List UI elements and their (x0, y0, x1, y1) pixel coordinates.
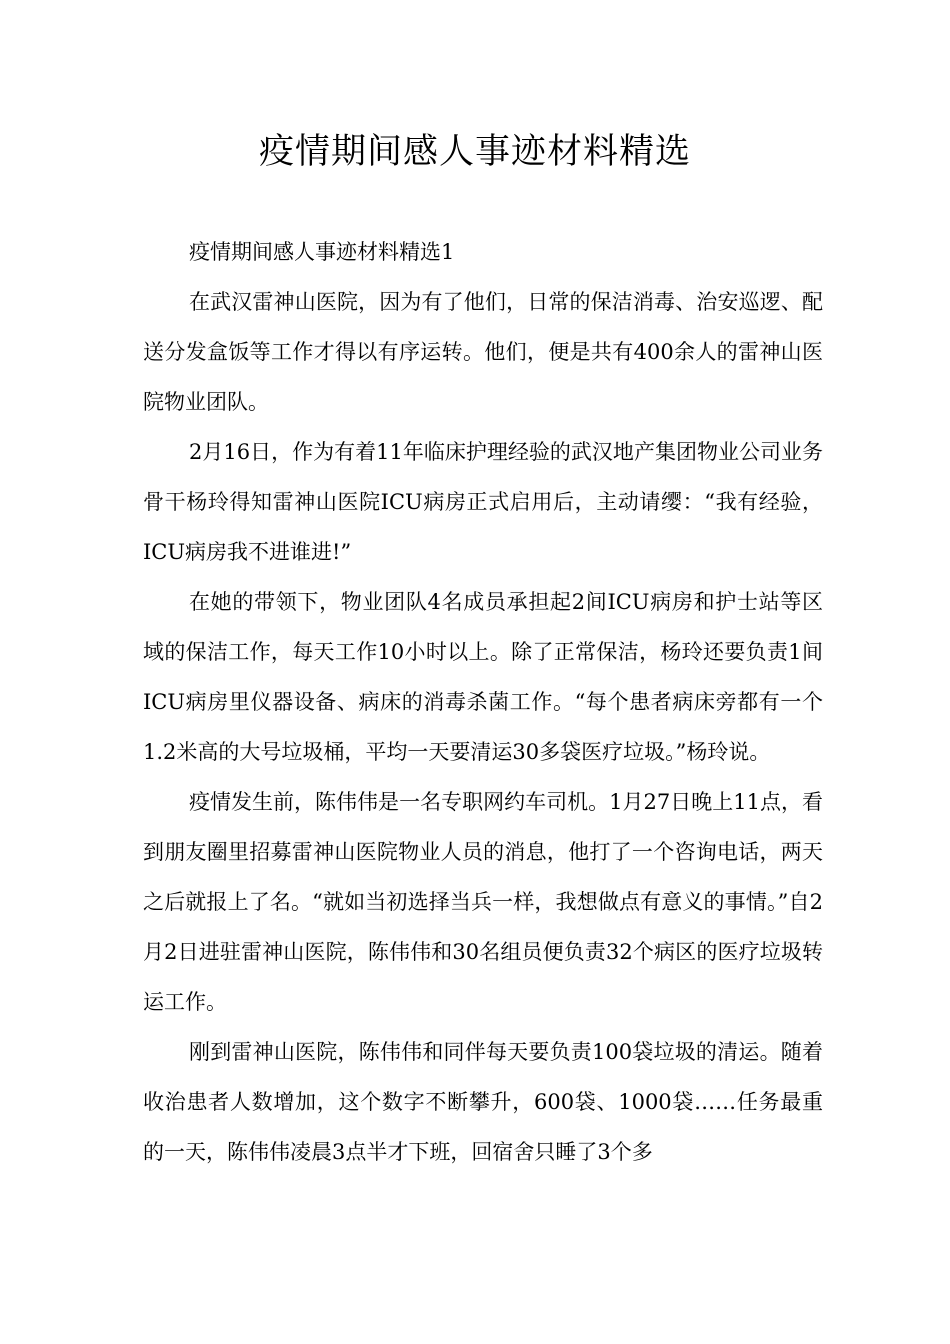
document-body (143, 227, 823, 1177)
paragraph: 在她的带领下，物业团队4名成员承担起2间ICU病房和护士站等区域的保洁工作，每天工作10小时以上。除了正常保洁，杨玲还要负责1间ICU病房里仪器设备、病床的消毒杀菌工作。“每个患者病床旁都有一个1.2米高的大号垃圾桶，平均一天要清运30多袋医疗垃圾。”杨玲说。 (143, 590, 823, 764)
section-heading: 疫情期间感人事迹材料精选1 (189, 240, 455, 264)
paragraph: 在武汉雷神山医院，因为有了他们，日常的保洁消毒、治安巡逻、配送分发盒饭等工作才得以有序运转。他们，便是共有400余人的雷神山医院物业团队。 (143, 290, 823, 414)
paragraph: 2月16日，作为有着11年临床护理经验的武汉地产集团物业公司业务骨干杨玲得知雷神山医院ICU病房正式启用后，主动请缨：“我有经验，ICU病房我不进谁进!” (143, 440, 823, 564)
paragraph: 刚到雷神山医院，陈伟伟和同伴每天要负责100袋垃圾的清运。随着收治患者人数增加，这个数字不断攀升，600袋、1000袋……任务最重的一天，陈伟伟凌晨3点半才下班，回宿舍只睡了3个多 (143, 1040, 823, 1164)
document-title: 疫情期间感人事迹材料精选 (258, 132, 691, 172)
paragraph: 疫情发生前，陈伟伟是一名专职网约车司机。1月27日晚上11点，看到朋友圈里招募雷神山医院物业人员的消息，他打了一个咨询电话，两天之后就报上了名。“就如当初选择当兵一样，我想做点有意义的事情。”自2月2日进驻雷神山医院，陈伟伟和30名组员便负责32个病区的医疗垃圾转运工作。 (143, 790, 823, 1014)
